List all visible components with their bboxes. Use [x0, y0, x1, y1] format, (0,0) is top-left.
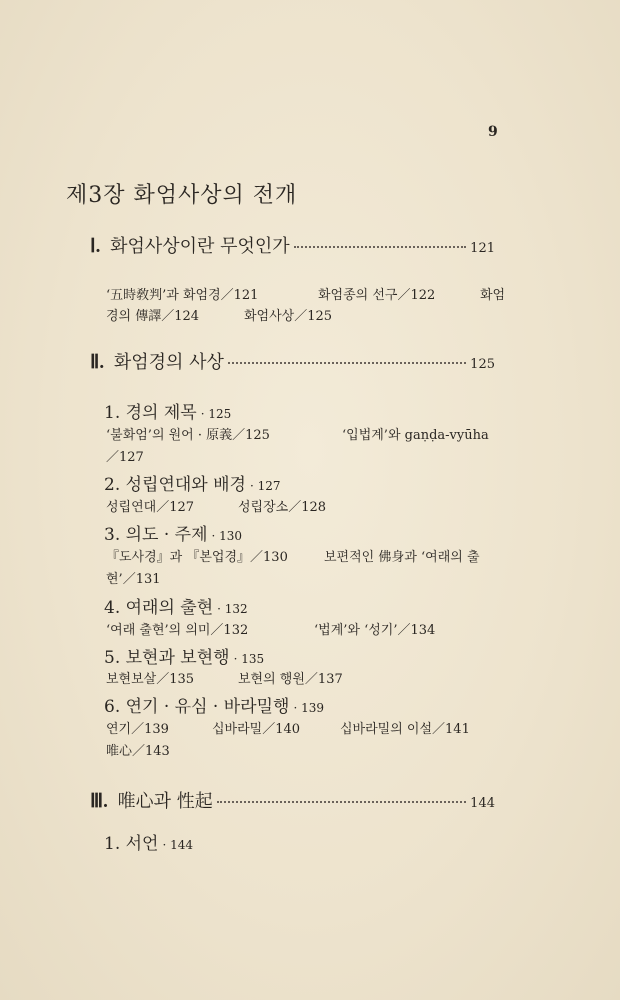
- sub-entry: 화엄: [480, 288, 506, 303]
- sub-entry: 십바라밀／140: [212, 722, 301, 737]
- sub-entry: 보현의 행원／137: [238, 672, 343, 687]
- section-1-page: 121: [470, 241, 495, 256]
- item-title: 6. 연기 · 유심 · 바라밀행: [104, 697, 290, 717]
- leader-dots: [294, 246, 466, 248]
- section-2-title: 화엄경의 사상: [113, 352, 224, 373]
- sub-entry: 연기／139: [106, 722, 169, 737]
- leader-dots: [217, 801, 466, 803]
- item-page: · 125: [200, 407, 232, 421]
- chapter-title: 제3장 화엄사상의 전개: [66, 183, 298, 208]
- sub-entry: ‘五時敎判’과 화엄경／121: [106, 288, 259, 303]
- sub-entry: ‘여래 출현’의 의미／132: [106, 623, 249, 638]
- sub-entry: ‘법계’와 ‘성기’／134: [314, 623, 436, 638]
- section-3-page: 144: [470, 796, 495, 811]
- section-1-numeral: Ⅰ.: [90, 236, 101, 257]
- sub-entry: ‘불화엄’의 원어 · 原義／125: [106, 428, 270, 443]
- sub-entry: 성립연대／127: [106, 500, 195, 515]
- section-3-title: 唯心과 性起: [117, 791, 213, 812]
- sub-entry: 보편적인 佛身과 ‘여래의 출: [324, 550, 480, 565]
- item-page: · 127: [249, 479, 281, 493]
- toc-item[interactable]: [104, 593, 248, 618]
- sub-entry: 십바라밀의 이설／141: [340, 722, 470, 737]
- sub-entry: 보현보살／135: [106, 672, 195, 687]
- toc-item[interactable]: [104, 520, 242, 545]
- toc-item[interactable]: [104, 470, 281, 495]
- item-title: 1. 경의 제목: [104, 403, 197, 423]
- item-title: 1. 서언: [104, 834, 159, 854]
- toc-item[interactable]: [104, 643, 264, 668]
- sub-entry: 현’／131: [106, 572, 161, 587]
- sub-entry: 『도사경』과 『본업경』／130: [106, 550, 288, 565]
- toc-item[interactable]: [104, 692, 324, 717]
- section-2-page: 125: [470, 357, 495, 372]
- toc-section-3[interactable]: [90, 787, 495, 813]
- item-page: · 130: [211, 529, 243, 543]
- section-1-title: 화엄사상이란 무엇인가: [110, 236, 290, 257]
- sub-entry: 화엄종의 선구／122: [318, 288, 436, 303]
- page-number: 9: [488, 124, 498, 140]
- item-page: · 139: [293, 701, 324, 715]
- sub-entry: 경의 傳譯／124: [106, 309, 200, 324]
- section-2-numeral: Ⅱ.: [90, 352, 105, 373]
- item-page: · 135: [233, 652, 265, 666]
- sub-entry: ‘입법계’와 gaṇḍa-vyūha: [342, 428, 489, 443]
- sub-entry: 唯心／143: [106, 744, 170, 759]
- sub-entry: 화엄사상／125: [244, 309, 333, 324]
- toc-section-1[interactable]: [90, 232, 495, 258]
- item-title: 4. 여래의 출현: [104, 598, 214, 618]
- sub-entry: ／127: [106, 450, 144, 465]
- item-title: 5. 보현과 보현행: [104, 648, 230, 668]
- sub-entry: 성립장소／128: [238, 500, 327, 515]
- leader-dots: [228, 362, 466, 364]
- item-title: 2. 성립연대와 배경: [104, 475, 246, 495]
- section-3-numeral: Ⅲ.: [90, 791, 108, 812]
- toc-item[interactable]: [104, 829, 193, 854]
- item-title: 3. 의도 · 주제: [104, 525, 208, 545]
- toc-section-2[interactable]: [90, 348, 495, 374]
- toc-item[interactable]: [104, 398, 231, 423]
- item-page: · 132: [217, 602, 248, 616]
- item-page: · 144: [162, 838, 194, 852]
